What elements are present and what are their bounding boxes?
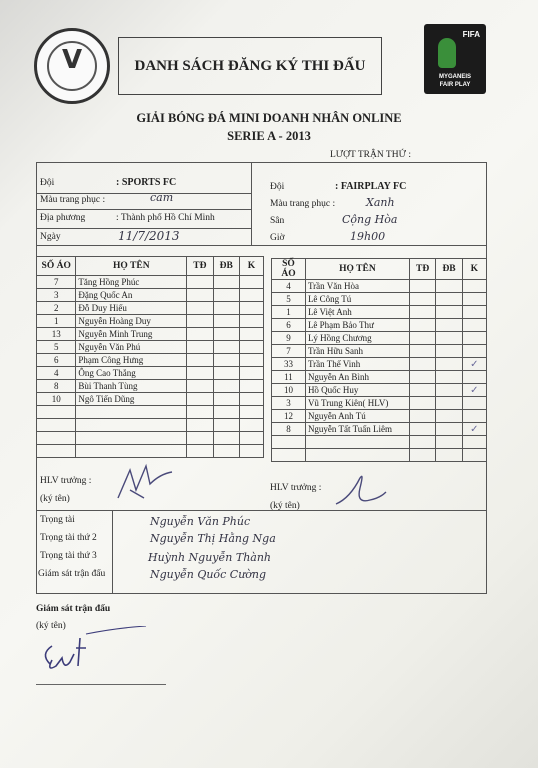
player-name: Lê Công Tú xyxy=(305,293,409,306)
cell-k xyxy=(462,319,486,332)
col-db: ĐB xyxy=(436,259,462,280)
kit-label-left: Màu trang phục : xyxy=(40,195,106,205)
team-label-right: Đội xyxy=(270,182,285,192)
col-k: K xyxy=(462,259,486,280)
cell-db xyxy=(213,302,239,315)
field-label-right: Sân xyxy=(270,216,285,226)
col-td: TĐ xyxy=(409,259,435,280)
player-name xyxy=(76,445,187,458)
cell-k: ✓ xyxy=(462,423,486,436)
coach-label-right: HLV trưởng : xyxy=(270,483,322,493)
player-number: 7 xyxy=(37,276,76,289)
table-row xyxy=(37,341,264,354)
cell-db xyxy=(436,449,462,462)
player-name: Ông Cao Thắng xyxy=(76,367,187,380)
date-value-left: 11/7/2013 xyxy=(118,229,180,243)
cell-db xyxy=(436,319,462,332)
table-row xyxy=(272,319,487,332)
player-name: Hồ Quốc Huy xyxy=(305,384,409,397)
cell-db xyxy=(436,358,462,371)
referee-label: Trọng tài xyxy=(40,515,75,525)
fifa-line1: MYGANEIS xyxy=(438,74,471,80)
player-number: 5 xyxy=(37,341,76,354)
left-roster-table xyxy=(36,256,264,458)
cell-db xyxy=(436,332,462,345)
cell-db xyxy=(213,393,239,406)
cell-k xyxy=(462,397,486,410)
table-row xyxy=(37,276,264,289)
col-k: K xyxy=(239,257,263,276)
player-name: Trần Hữu Sanh xyxy=(305,345,409,358)
player-number xyxy=(272,449,306,462)
cell-k xyxy=(239,302,263,315)
cell-k xyxy=(239,328,263,341)
cell-k: ✓ xyxy=(462,384,486,397)
table-row xyxy=(37,445,264,458)
column-divider xyxy=(251,162,252,245)
footer-signature-line xyxy=(36,684,166,685)
cell-td xyxy=(409,423,435,436)
col-td: TĐ xyxy=(187,257,213,276)
table-row xyxy=(272,410,487,423)
date-label-left: Ngày xyxy=(40,232,61,242)
table-row xyxy=(37,328,264,341)
player-name: Trần Thế Vinh xyxy=(305,358,409,371)
logo-v-mark: V xyxy=(61,45,83,75)
player-name: Nguyễn Văn Phú xyxy=(76,341,187,354)
fair-play-figure-icon xyxy=(438,38,456,68)
player-number: 10 xyxy=(37,393,76,406)
table-row xyxy=(37,432,264,445)
player-name: Trần Văn Hòa xyxy=(305,280,409,293)
cell-db xyxy=(213,432,239,445)
left-roster-body xyxy=(37,276,264,458)
cell-td xyxy=(409,332,435,345)
player-number: 1 xyxy=(272,306,306,319)
cell-td xyxy=(409,293,435,306)
tournament-title: GIẢI BÓNG ĐÁ MINI DOANH NHÂN ONLINE xyxy=(136,111,402,125)
cell-td xyxy=(409,345,435,358)
cell-k xyxy=(239,380,263,393)
cell-db xyxy=(213,406,239,419)
cell-k xyxy=(239,445,263,458)
referee-value: Nguyễn Văn Phúc xyxy=(150,515,251,528)
cell-td xyxy=(409,436,435,449)
coach-signature-left xyxy=(110,460,180,506)
officials-column-divider xyxy=(112,510,113,594)
player-name: Đặng Quốc An xyxy=(76,289,187,302)
cell-td xyxy=(409,384,435,397)
player-name: Nguyễn Minh Trung xyxy=(76,328,187,341)
cell-k xyxy=(239,393,263,406)
table-row xyxy=(272,384,487,397)
cell-td xyxy=(187,354,213,367)
coach-label-left: HLV trưởng : xyxy=(40,476,92,486)
table-row xyxy=(37,367,264,380)
cell-k xyxy=(239,289,263,302)
table-row xyxy=(272,306,487,319)
cell-db xyxy=(213,341,239,354)
time-label-right: Giờ xyxy=(270,233,285,243)
table-row xyxy=(272,397,487,410)
kit-label-right: Màu trang phục : xyxy=(270,199,336,209)
table-row xyxy=(37,302,264,315)
row-divider xyxy=(36,245,487,246)
row-divider xyxy=(36,193,251,194)
table-header-row xyxy=(272,259,487,280)
cell-k xyxy=(462,332,486,345)
player-name: Lê Việt Anh xyxy=(305,306,409,319)
cell-db xyxy=(436,423,462,436)
cell-k xyxy=(239,341,263,354)
player-number: 1 xyxy=(37,315,76,328)
field-value-right: Cộng Hòa xyxy=(342,213,398,226)
ref2-label: Trọng tài thứ 2 xyxy=(40,533,97,543)
cell-db xyxy=(436,306,462,319)
round-label: LƯỢT TRẬN THỨ : xyxy=(330,150,411,160)
cell-td xyxy=(187,302,213,315)
cell-db xyxy=(436,397,462,410)
cell-k xyxy=(462,345,486,358)
cell-td xyxy=(409,397,435,410)
cell-db xyxy=(436,293,462,306)
cell-db xyxy=(436,345,462,358)
table-row xyxy=(37,380,264,393)
cell-db xyxy=(436,371,462,384)
supervisor-value: Nguyễn Quốc Cường xyxy=(150,568,267,581)
fifa-fair-play-badge xyxy=(424,24,486,94)
player-name xyxy=(76,406,187,419)
place-value-left: : Thành phố Hồ Chí Minh xyxy=(116,213,215,223)
cell-k xyxy=(462,293,486,306)
right-roster-body xyxy=(272,280,487,462)
cell-td xyxy=(187,367,213,380)
team-name-left: : SPORTS FC xyxy=(116,177,177,188)
cell-db xyxy=(213,354,239,367)
player-number xyxy=(37,419,76,432)
player-number: 12 xyxy=(272,410,306,423)
player-number: 9 xyxy=(272,332,306,345)
player-name: Phạm Công Hưng xyxy=(76,354,187,367)
col-db: ĐB xyxy=(213,257,239,276)
player-number xyxy=(272,436,306,449)
supervisor-label: Giám sát trận đấu xyxy=(38,569,106,579)
cell-td xyxy=(409,280,435,293)
player-number: 3 xyxy=(272,397,306,410)
cell-td xyxy=(187,289,213,302)
player-name: Lê Phạm Bảo Thư xyxy=(305,319,409,332)
kit-value-right: Xanh xyxy=(366,196,395,209)
table-row xyxy=(37,354,264,367)
cell-k xyxy=(239,276,263,289)
team-label-left: Đội xyxy=(40,178,55,188)
cell-td xyxy=(187,393,213,406)
player-name: Bùi Thanh Tùng xyxy=(76,380,187,393)
cell-td xyxy=(409,319,435,332)
player-number: 4 xyxy=(37,367,76,380)
table-row xyxy=(272,345,487,358)
coach-sign-label-left: (ký tên) xyxy=(40,494,70,504)
player-number: 4 xyxy=(272,280,306,293)
player-number xyxy=(37,445,76,458)
cell-db xyxy=(213,445,239,458)
player-name: Nguyễn Hoàng Duy xyxy=(76,315,187,328)
col-name: HỌ TÊN xyxy=(76,257,187,276)
player-name xyxy=(76,419,187,432)
cell-td xyxy=(187,276,213,289)
row-divider xyxy=(36,209,251,210)
table-row xyxy=(272,332,487,345)
cell-td xyxy=(187,432,213,445)
player-number: 11 xyxy=(272,371,306,384)
cell-db xyxy=(436,384,462,397)
cell-k xyxy=(239,419,263,432)
cell-td xyxy=(409,371,435,384)
cell-k xyxy=(462,280,486,293)
cell-db xyxy=(213,315,239,328)
player-name: Đỗ Duy Hiếu xyxy=(76,302,187,315)
col-number: SỐ ÁO xyxy=(272,259,306,280)
cell-td xyxy=(187,419,213,432)
footer-supervisor-title: Giám sát trận đấu xyxy=(36,604,111,614)
coach-sign-label-right: (ký tên) xyxy=(270,501,300,511)
player-name: Ngô Tiến Dũng xyxy=(76,393,187,406)
page-title: DANH SÁCH ĐĂNG KÝ THI ĐẤU xyxy=(118,37,382,95)
player-number: 10 xyxy=(272,384,306,397)
table-row xyxy=(37,315,264,328)
cell-td xyxy=(187,445,213,458)
player-name xyxy=(305,449,409,462)
cell-k xyxy=(462,306,486,319)
table-row xyxy=(37,419,264,432)
serie-title: SERIE A - 2013 xyxy=(227,129,311,143)
player-number: 8 xyxy=(272,423,306,436)
table-row xyxy=(272,449,487,462)
cell-k xyxy=(239,354,263,367)
table-row xyxy=(272,436,487,449)
player-name xyxy=(76,432,187,445)
player-number: 2 xyxy=(37,302,76,315)
coach-signature-right xyxy=(330,468,390,512)
cell-td xyxy=(187,328,213,341)
cell-k xyxy=(239,315,263,328)
player-name: Lý Hồng Chương xyxy=(305,332,409,345)
player-number: 33 xyxy=(272,358,306,371)
player-name: Nguyễn Tất Tuấn Liêm xyxy=(305,423,409,436)
player-number: 13 xyxy=(37,328,76,341)
player-number: 7 xyxy=(272,345,306,358)
cell-db xyxy=(213,289,239,302)
cell-k xyxy=(239,367,263,380)
cell-db xyxy=(213,276,239,289)
cell-td xyxy=(187,341,213,354)
player-name: Tăng Hồng Phúc xyxy=(76,276,187,289)
cell-db xyxy=(436,280,462,293)
table-row xyxy=(272,371,487,384)
cell-td xyxy=(409,410,435,423)
cell-db xyxy=(436,436,462,449)
footer-sign-label: (ký tên) xyxy=(36,621,66,631)
cell-td xyxy=(187,380,213,393)
player-number: 5 xyxy=(272,293,306,306)
cell-k: ✓ xyxy=(462,358,486,371)
cell-k xyxy=(239,432,263,445)
cell-td xyxy=(187,315,213,328)
table-header-row xyxy=(37,257,264,276)
table-row xyxy=(37,406,264,419)
place-label-left: Địa phương xyxy=(40,213,86,223)
cell-db xyxy=(213,328,239,341)
cell-td xyxy=(409,358,435,371)
cell-db xyxy=(213,367,239,380)
player-name xyxy=(305,436,409,449)
player-name: Vũ Trung Kiên( HLV) xyxy=(305,397,409,410)
fifa-line2: FAIR PLAY xyxy=(439,82,471,88)
table-row xyxy=(272,293,487,306)
cell-db xyxy=(436,410,462,423)
cell-k xyxy=(462,436,486,449)
player-number: 3 xyxy=(37,289,76,302)
right-roster-table xyxy=(271,258,487,462)
table-row xyxy=(272,280,487,293)
player-number xyxy=(37,432,76,445)
col-number: SỐ ÁO xyxy=(37,257,76,276)
cell-k xyxy=(462,410,486,423)
cell-td xyxy=(409,449,435,462)
row-divider xyxy=(36,228,251,229)
player-name: Nguyễn Anh Tú xyxy=(305,410,409,423)
player-number: 6 xyxy=(272,319,306,332)
player-number: 8 xyxy=(37,380,76,393)
col-name: HỌ TÊN xyxy=(305,259,409,280)
supervisor-signature xyxy=(36,626,156,686)
table-row xyxy=(272,358,487,371)
cell-k xyxy=(239,406,263,419)
fifa-label: FIFA xyxy=(462,30,480,39)
ref3-value: Huỳnh Nguyễn Thành xyxy=(148,551,272,564)
table-row xyxy=(37,289,264,302)
team-name-right: : FAIRPLAY FC xyxy=(335,181,407,192)
cell-td xyxy=(409,306,435,319)
federation-logo xyxy=(34,28,110,104)
ref3-label: Trọng tài thứ 3 xyxy=(40,551,97,561)
time-value-right: 19h00 xyxy=(350,230,386,243)
cell-db xyxy=(213,419,239,432)
cell-db xyxy=(213,380,239,393)
cell-td xyxy=(187,406,213,419)
table-row xyxy=(37,393,264,406)
ref2-value: Nguyễn Thị Hằng Nga xyxy=(150,532,276,545)
cell-k xyxy=(462,371,486,384)
player-name: Nguyễn An Bình xyxy=(305,371,409,384)
cell-k xyxy=(462,449,486,462)
section-divider xyxy=(36,510,487,511)
player-number: 6 xyxy=(37,354,76,367)
player-number xyxy=(37,406,76,419)
table-row xyxy=(272,423,487,436)
kit-value-left: cam xyxy=(150,191,174,204)
